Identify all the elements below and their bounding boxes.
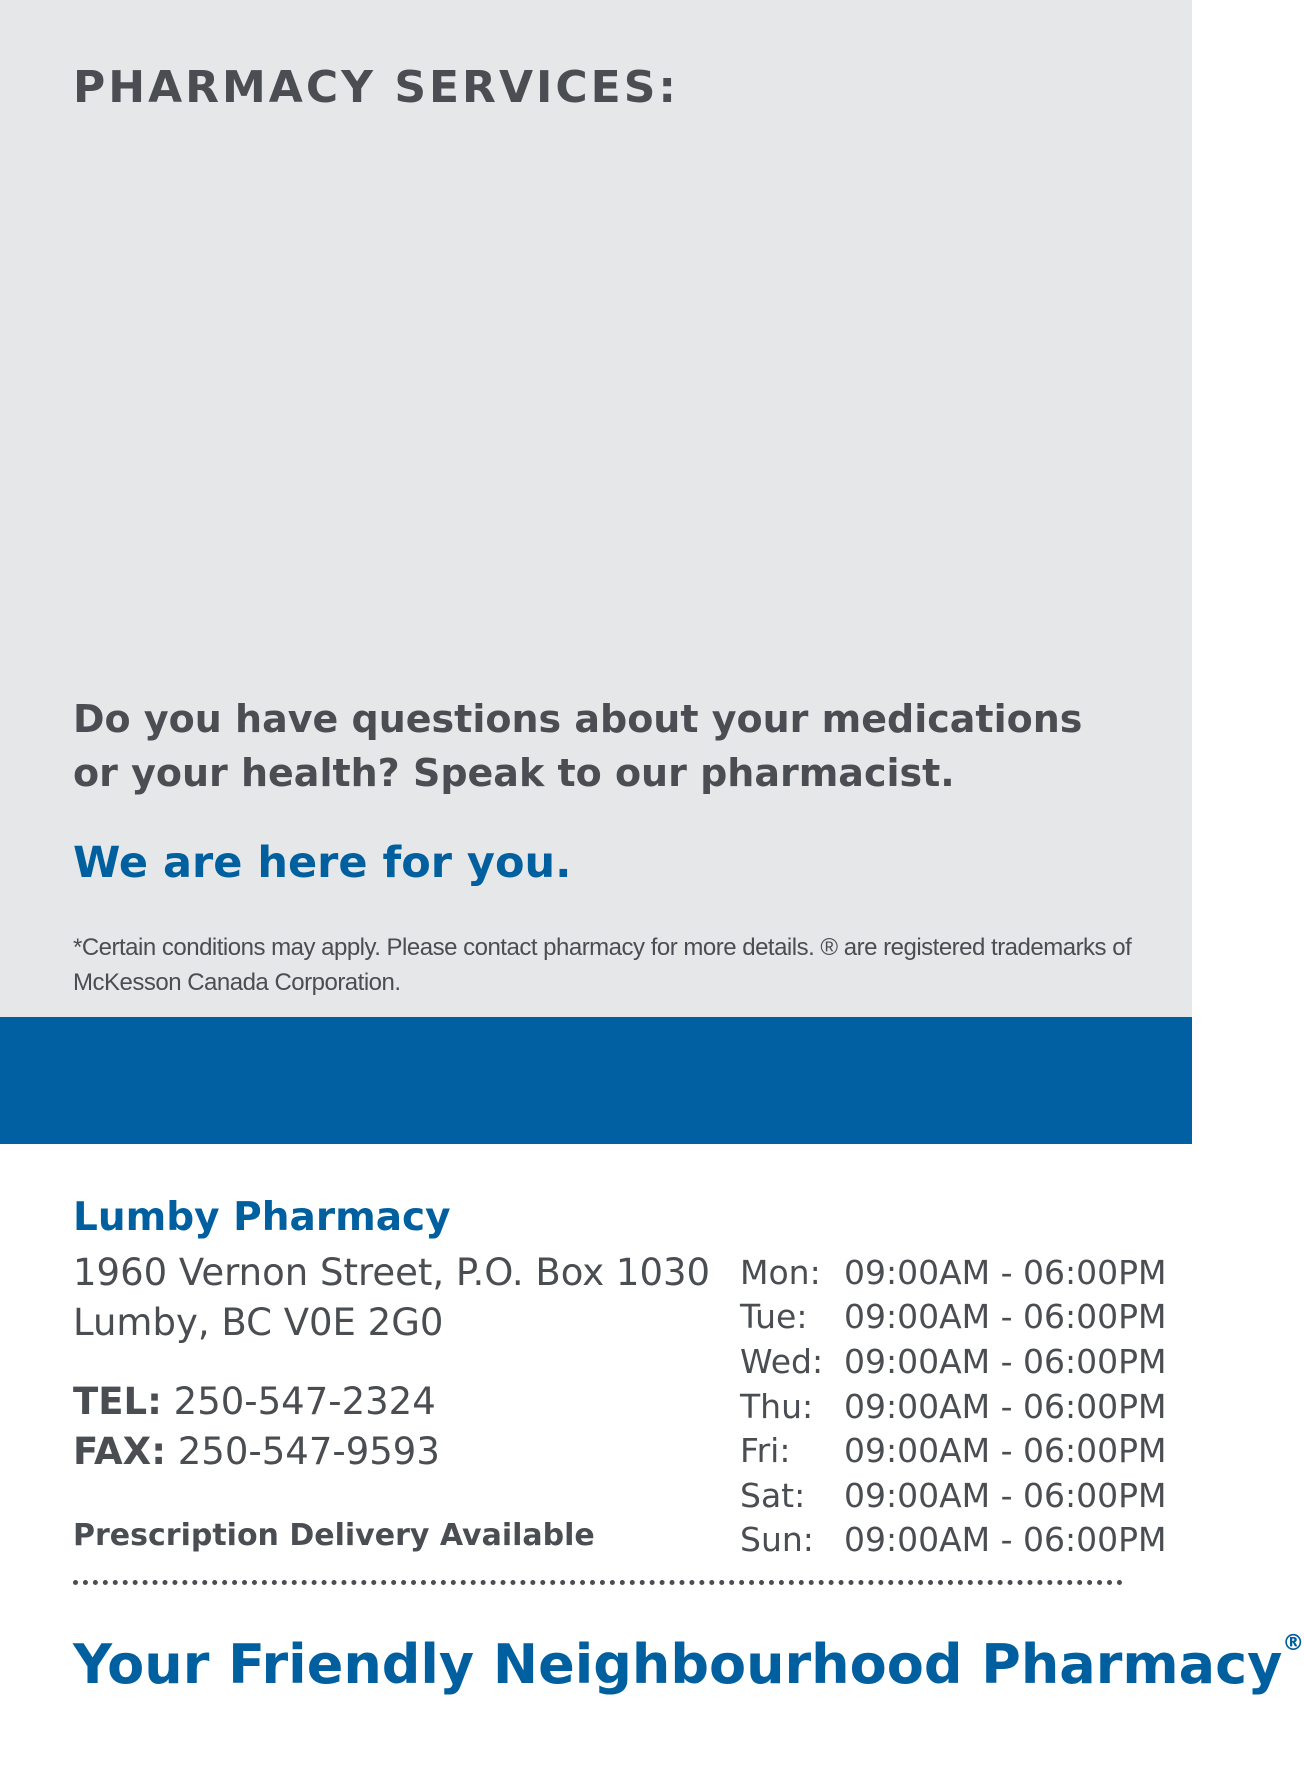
hours-time: 09:00AM - 06:00PM [844, 1386, 1167, 1426]
telephone-number[interactable]: 250-547-2324 [173, 1380, 436, 1423]
registered-mark: ® [1282, 1631, 1304, 1656]
hours-time: 09:00AM - 06:00PM [844, 1475, 1167, 1515]
fax-number: 250-547-9593 [177, 1430, 440, 1473]
store-address [73, 1248, 710, 1348]
hours-time: 09:00AM - 06:00PM [844, 1431, 1167, 1471]
hours-row [740, 1250, 1167, 1295]
hours-row [740, 1295, 1167, 1340]
hours-day: Mon: [740, 1252, 821, 1292]
blue-band [0, 1017, 1192, 1144]
question-line-2: or your health? Speak to our pharmacist. [73, 751, 955, 795]
delivery-note: Prescription Delivery Available [73, 1518, 595, 1553]
pharmacist-question [73, 692, 1153, 800]
hours-time: 09:00AM - 06:00PM [844, 1520, 1167, 1560]
hours-row [740, 1473, 1167, 1518]
question-line-1: Do you have questions about your medications [73, 697, 1083, 741]
hours-day: Sat: [740, 1475, 806, 1515]
fax-line [73, 1427, 440, 1477]
hours-day: Sun: [740, 1520, 814, 1560]
hours-day: Wed: [740, 1341, 824, 1381]
hours-row [740, 1339, 1167, 1384]
disclaimer-line-2: McKesson Canada Corporation. [73, 969, 401, 996]
telephone-label: TEL: [73, 1380, 162, 1423]
disclaimer [73, 930, 1133, 1000]
hours-day: Fri: [740, 1431, 791, 1471]
hours-row [740, 1428, 1167, 1473]
here-for-you-text: We are here for you. [73, 838, 572, 888]
fax-label: FAX: [73, 1430, 166, 1473]
hours-day: Tue: [740, 1297, 808, 1337]
hours-time: 09:00AM - 06:00PM [844, 1341, 1167, 1381]
hours-day: Thu: [740, 1386, 814, 1426]
hours-row [740, 1518, 1167, 1563]
hours-time: 09:00AM - 06:00PM [844, 1297, 1167, 1337]
services-heading: PHARMACY SERVICES: [73, 62, 679, 113]
hours-time: 09:00AM - 06:00PM [844, 1252, 1167, 1292]
store-hours [740, 1250, 1167, 1562]
tagline [73, 1633, 1304, 1696]
store-name: Lumby Pharmacy [73, 1195, 451, 1240]
address-line-2: Lumby, BC V0E 2G0 [73, 1301, 444, 1344]
contact-info [73, 1377, 440, 1477]
hours-row [740, 1384, 1167, 1429]
disclaimer-line-1: *Certain conditions may apply. Please contact pharmacy for more details. ® are registered trademarks of [73, 934, 1132, 961]
dotted-divider [73, 1580, 1123, 1585]
address-line-1: 1960 Vernon Street, P.O. Box 1030 [73, 1251, 711, 1294]
telephone-line [73, 1377, 440, 1427]
tagline-text: Your Friendly Neighbourhood Pharmacy [73, 1633, 1283, 1696]
